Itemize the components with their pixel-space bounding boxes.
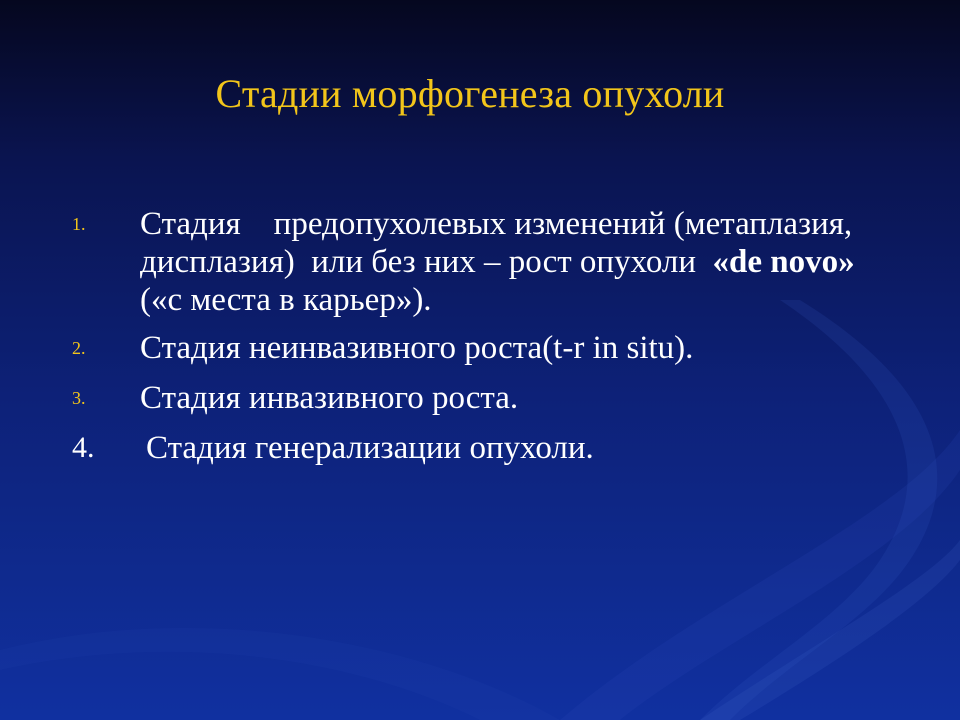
list-item-text [140,205,872,319]
list-item-number: 2. [72,338,86,358]
list-item [72,205,872,319]
slide-title: Стадии морфогенеза опухоли [215,71,725,116]
list-item-text: Стадия неинвазивного роста(t-r in situ). [140,330,694,366]
list-item-text-part: Стадия предопухолевых изменений (метаплазия, дисплазия) или без них – рост опухоли [140,206,861,280]
de-novo-bold-text: «de novo» [712,244,855,280]
list-item-number: 1. [72,214,86,234]
list-item-text: Стадия генерализации опухоли. [146,430,594,466]
list-item-number: 4. [72,431,95,464]
list-item-text-part: («с места в карьер»). [140,282,432,318]
list-item [72,429,872,467]
list-item-text: Стадия инвазивного роста. [140,380,519,416]
list-item [72,379,872,417]
list-item [72,329,872,367]
stages-list [72,205,872,467]
list-item-number: 3. [72,388,86,408]
